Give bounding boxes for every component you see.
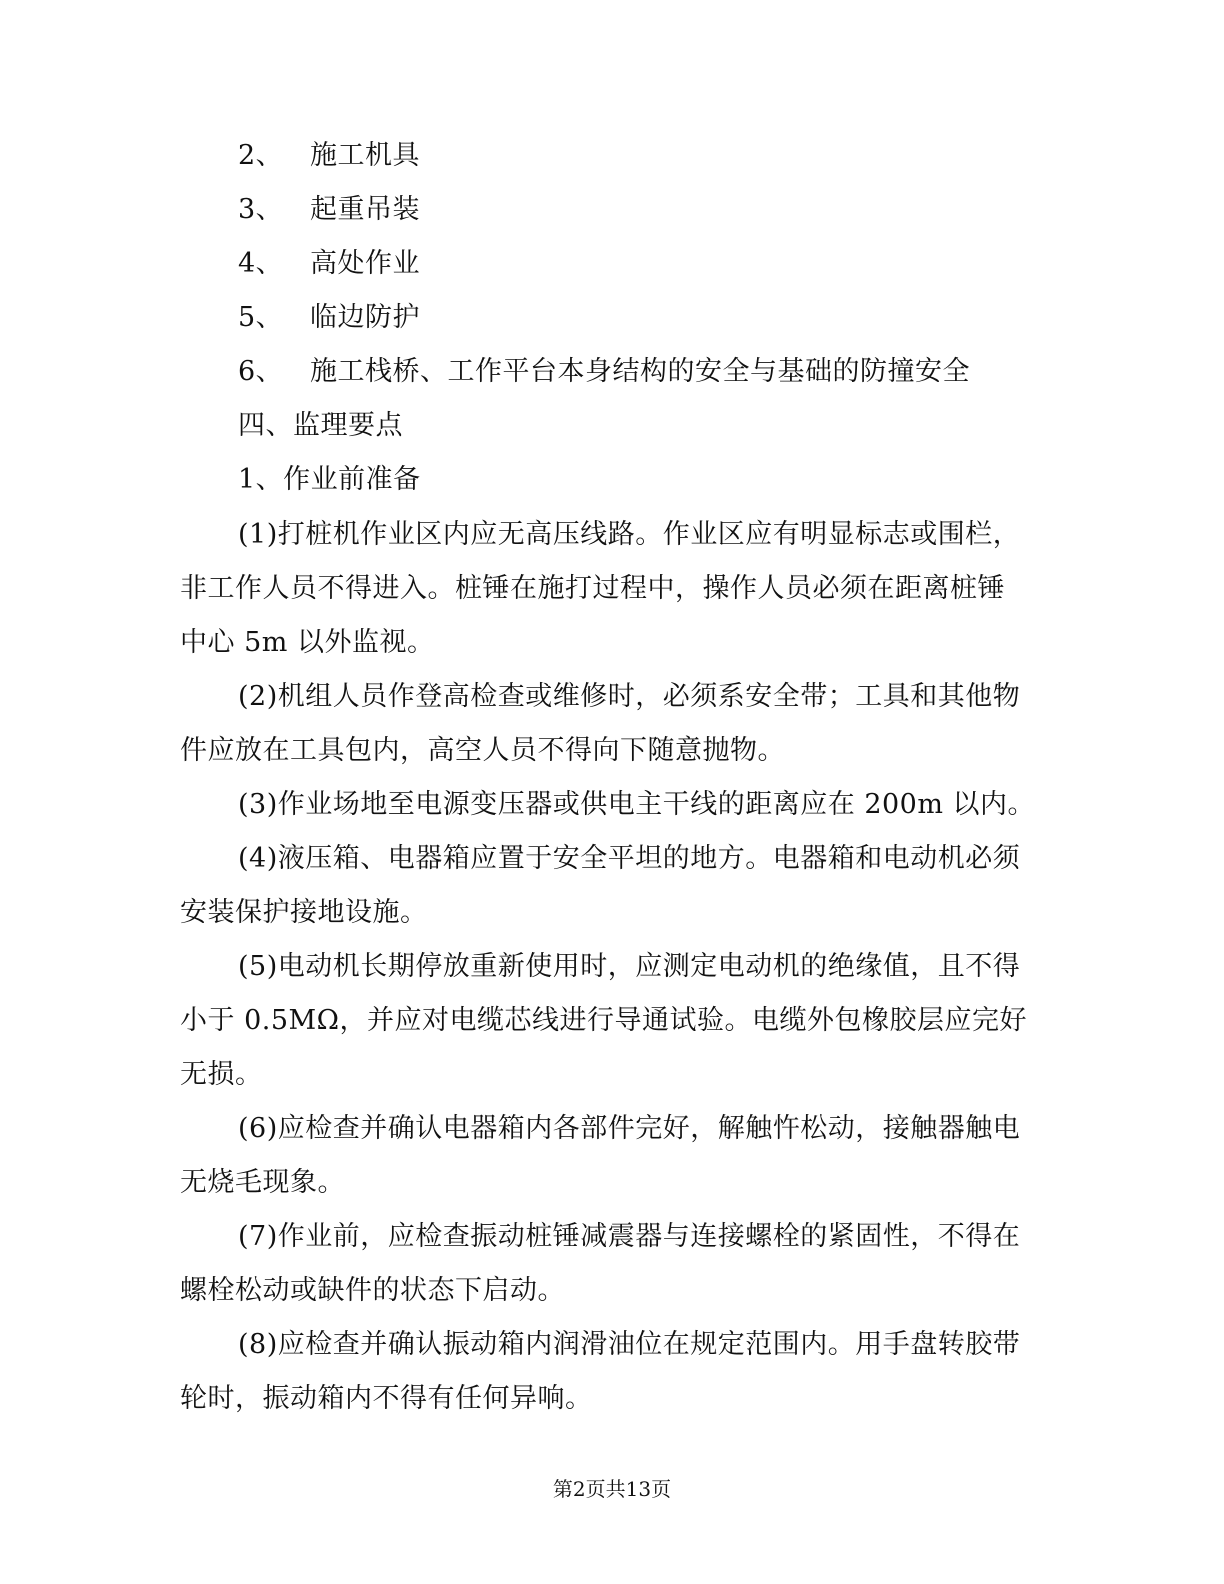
list-text: 施工机具	[310, 140, 420, 171]
list-item	[238, 195, 1098, 225]
paragraph-line: 件应放在工具包内，高空人员不得向下随意抛物。	[180, 735, 785, 766]
paragraph-line: 无烧毛现象。	[180, 1167, 345, 1198]
paragraph-line: 无损。	[180, 1059, 263, 1090]
section-heading: 四、监理要点	[238, 410, 403, 441]
paragraph-line: (1)打桩机作业区内应无高压线路。作业区应有明显标志或围栏，	[238, 519, 1021, 550]
list-item	[238, 141, 1098, 171]
paragraph-line: 螺栓松动或缺件的状态下启动。	[180, 1275, 565, 1306]
list-text: 施工栈桥、工作平台本身结构的安全与基础的防撞安全	[310, 356, 970, 387]
paragraph-line: 非工作人员不得进入。桩锤在施打过程中，操作人员必须在距离桩锤	[180, 573, 1005, 604]
paragraph-line: (7)作业前，应检查振动桩锤减震器与连接螺栓的紧固性，不得在	[238, 1221, 1021, 1252]
paragraph-line: 安装保护接地设施。	[180, 897, 428, 928]
paragraph-line: (3)作业场地至电源变压器或供电主干线的距离应在 200m 以内。	[238, 789, 1036, 820]
list-text: 临边防护	[310, 302, 420, 333]
list-number: 6、	[238, 356, 284, 387]
list-number: 5、	[238, 302, 284, 333]
list-item	[238, 357, 1098, 387]
paragraph-line: (2)机组人员作登高检查或维修时，必须系安全带；工具和其他物	[238, 681, 1021, 712]
list-item	[238, 249, 1098, 279]
paragraph-line: 小于 0.5MΩ，并应对电缆芯线进行导通试验。电缆外包橡胶层应完好	[180, 1005, 1028, 1036]
paragraph-line: (8)应检查并确认振动箱内润滑油位在规定范围内。用手盘转胶带	[238, 1329, 1021, 1360]
paragraph-line: (6)应检查并确认电器箱内各部件完好，解触忤松动，接触器触电	[238, 1113, 1021, 1144]
page-footer: 第2页共13页	[552, 1477, 672, 1501]
subsection-heading: 1、作业前准备	[238, 464, 421, 495]
list-text: 起重吊装	[310, 194, 420, 225]
list-number: 3、	[238, 194, 284, 225]
list-number: 2、	[238, 140, 284, 171]
paragraph-line: (5)电动机长期停放重新使用时，应测定电动机的绝缘值，且不得	[238, 951, 1021, 982]
list-item	[238, 303, 1098, 333]
paragraph-line: 中心 5m 以外监视。	[180, 627, 435, 658]
paragraph-line: (4)液压箱、电器箱应置于安全平坦的地方。电器箱和电动机必须	[238, 843, 1021, 874]
list-number: 4、	[238, 248, 284, 279]
list-text: 高处作业	[310, 248, 420, 279]
paragraph-line: 轮时，振动箱内不得有任何异响。	[180, 1383, 593, 1414]
